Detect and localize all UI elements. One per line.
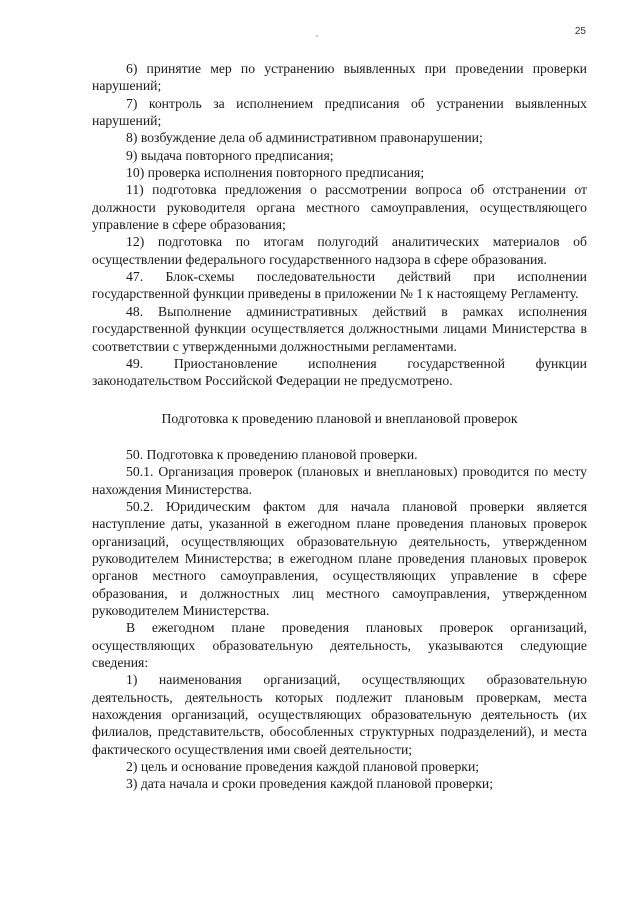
scan-dot — [316, 35, 318, 37]
list-item-12: 12) подготовка по итогам полугодий аналитических материалов об осуществлении федерального государственного надзора в сфере образования. — [92, 234, 587, 267]
list-item-6: 6) принятие мер по устранению выявленных при проведении проверки нарушений; — [92, 61, 587, 94]
plan-intro-paragraph: В ежегодном плане проведения плановых проверок организаций, осуществляющих образовательную деятельность, указываются следующие сведения: — [92, 620, 587, 670]
document-body — [92, 60, 587, 793]
clause-50-1: 50.1. Организация проверок (плановых и внеплановых) проводится по месту нахождения Министерства. — [92, 464, 587, 497]
list-item-9: 9) выдача повторного предписания; — [126, 147, 334, 163]
list-item-8: 8) возбуждение дела об административном правонарушении; — [126, 130, 483, 146]
plan-item-2: 2) цель и основание проведения каждой плановой проверки; — [126, 759, 480, 775]
page-number: 25 — [574, 26, 586, 37]
clause-48: 48. Выполнение административных действий в рамках исполнения государственной функции осуществляется должностными лицами Министерства в соответствии с утвержденными должностными регламентами. — [92, 303, 587, 354]
clause-49: 49. Приостановление исполнения государственной функции законодательством Российской Федерации не предусмотрено. — [92, 355, 587, 389]
plan-item-1: 1) наименования организаций, осуществляющих образовательную деятельность, деятельность которых подлежит плановым проверкам, места нахождения организаций, осуществляющих образовательную деятельность (их филиалов, представительств, обособленных структурных подразделений), и места фактического осуществления ими своей деятельности; — [92, 672, 587, 757]
clause-47: 47. Блок-схемы последовательности действий при исполнении государственной функции приведены в приложении № 1 к настоящему Регламенту. — [92, 269, 587, 302]
list-item-10: 10) проверка исполнения повторного предписания; — [126, 165, 425, 181]
list-item-7: 7) контроль за исполнением предписания об устранении выявленных нарушений; — [92, 95, 587, 129]
clause-50: 50. Подготовка к проведению плановой проверки. — [126, 446, 418, 462]
clause-50-2: 50.2. Юридическим фактом для начала плановой проверки является наступление даты, указанной в ежегодном плане проведения плановых проверок организаций, осуществляющих образовательную деятельность, утвержденном руководителем Министерства; в ежегодном плане проведения плановых проверок органов местного самоуправления, осуществляющих управление в сфере образования, и должностных лиц местного самоуправления, утвержденном руководителем Министерства. — [92, 498, 587, 618]
plan-item-3: 3) дата начала и сроки проведения каждой плановой проверки; — [126, 776, 493, 792]
list-item-11: 11) подготовка предложения о рассмотрении вопроса об отстранении от должности руководителя органа местного самоуправления, осуществляющего управление в сфере образования; — [92, 182, 587, 233]
section-heading: Подготовка к проведению плановой и внеплановой проверок — [161, 410, 518, 426]
